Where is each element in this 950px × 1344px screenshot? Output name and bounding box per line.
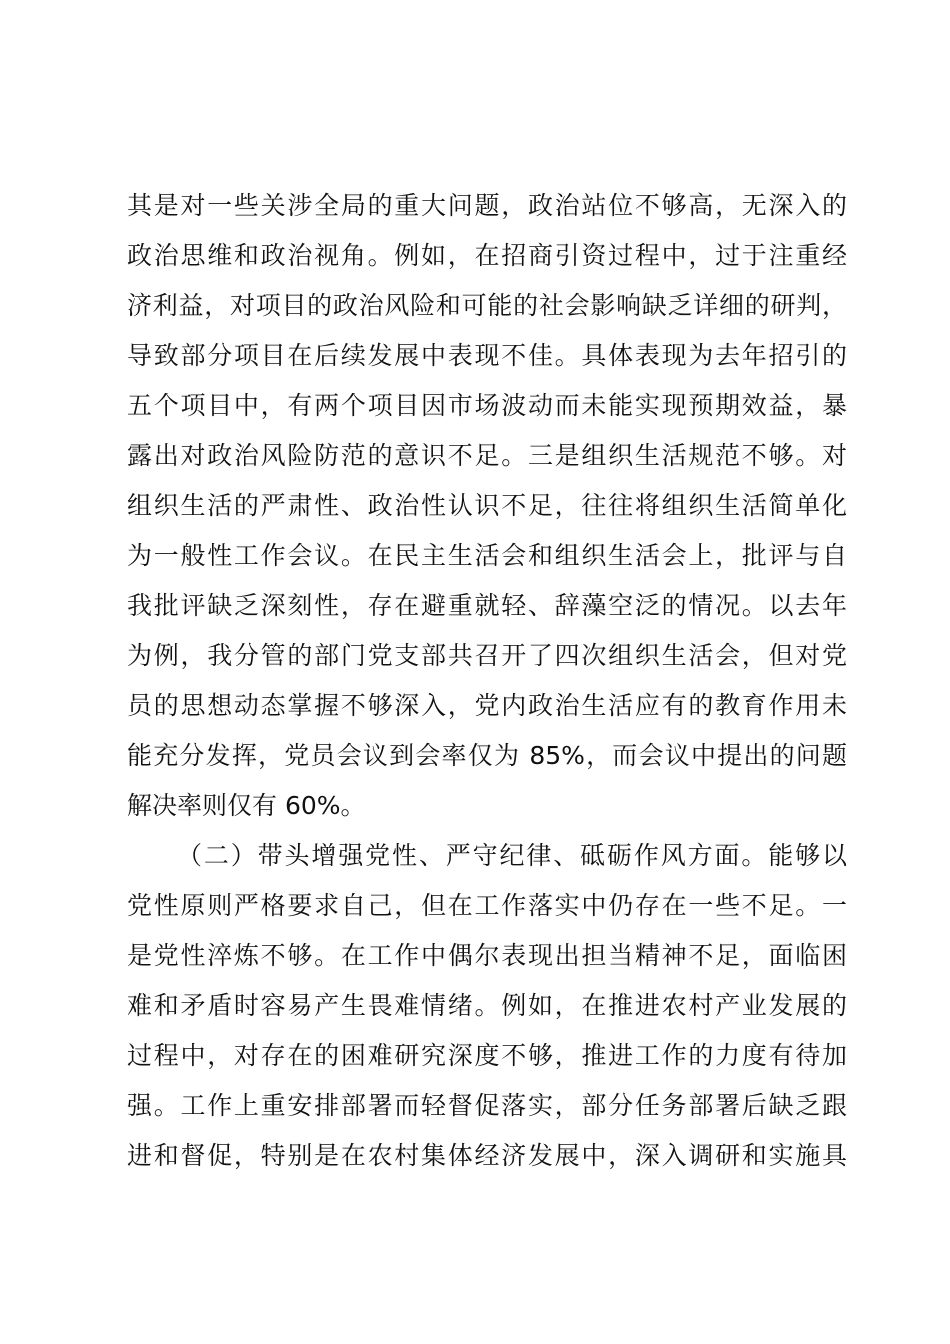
- text-line: 能充分发挥，党员会议到会率仅为 85%，而会议中提出的问题: [127, 741, 847, 770]
- text-line: 是党性淬炼不够。在工作中偶尔表现出担当精神不足，面临困: [127, 941, 847, 970]
- text-line: 露出对政治风险防范的意识不足。三是组织生活规范不够。对: [127, 441, 847, 470]
- paragraph-end-line: 解决率则仅有 60%。: [127, 791, 366, 820]
- text-line: 过程中，对存在的困难研究深度不够，推进工作的力度有待加: [127, 1041, 847, 1070]
- text-line: 进和督促，特别是在农村集体经济发展中，深入调研和实施具: [127, 1141, 847, 1170]
- text-line: 为一般性工作会议。在民主生活会和组织生活会上，批评与自: [127, 541, 847, 570]
- text-line: 组织生活的严肃性、政治性认识不足，往往将组织生活简单化: [127, 491, 847, 520]
- text-line: 员的思想动态掌握不够深入，党内政治生活应有的教育作用未: [127, 691, 847, 720]
- document-body: [127, 181, 847, 1181]
- section-heading-line: （二）带头增强党性、严守纪律、砥砺作风方面。能够以: [177, 841, 847, 870]
- text-line: 导致部分项目在后续发展中表现不佳。具体表现为去年招引的: [127, 341, 847, 370]
- text-line: 为例，我分管的部门党支部共召开了四次组织生活会，但对党: [127, 641, 847, 670]
- text-line: 强。工作上重安排部署而轻督促落实，部分任务部署后缺乏跟: [127, 1091, 847, 1120]
- text-line: 五个项目中，有两个项目因市场波动而未能实现预期效益，暴: [127, 391, 847, 420]
- text-line: 其是对一些关涉全局的重大问题，政治站位不够高，无深入的: [127, 191, 847, 220]
- text-line: 难和矛盾时容易产生畏难情绪。例如，在推进农村产业发展的: [127, 991, 847, 1020]
- text-line: 我批评缺乏深刻性，存在避重就轻、辞藻空泛的情况。以去年: [127, 591, 847, 620]
- text-line: 党性原则严格要求自己，但在工作落实中仍存在一些不足。一: [127, 891, 847, 920]
- text-line: 政治思维和政治视角。例如，在招商引资过程中，过于注重经: [127, 241, 847, 270]
- text-line: 济利益，对项目的政治风险和可能的社会影响缺乏详细的研判，: [127, 291, 847, 320]
